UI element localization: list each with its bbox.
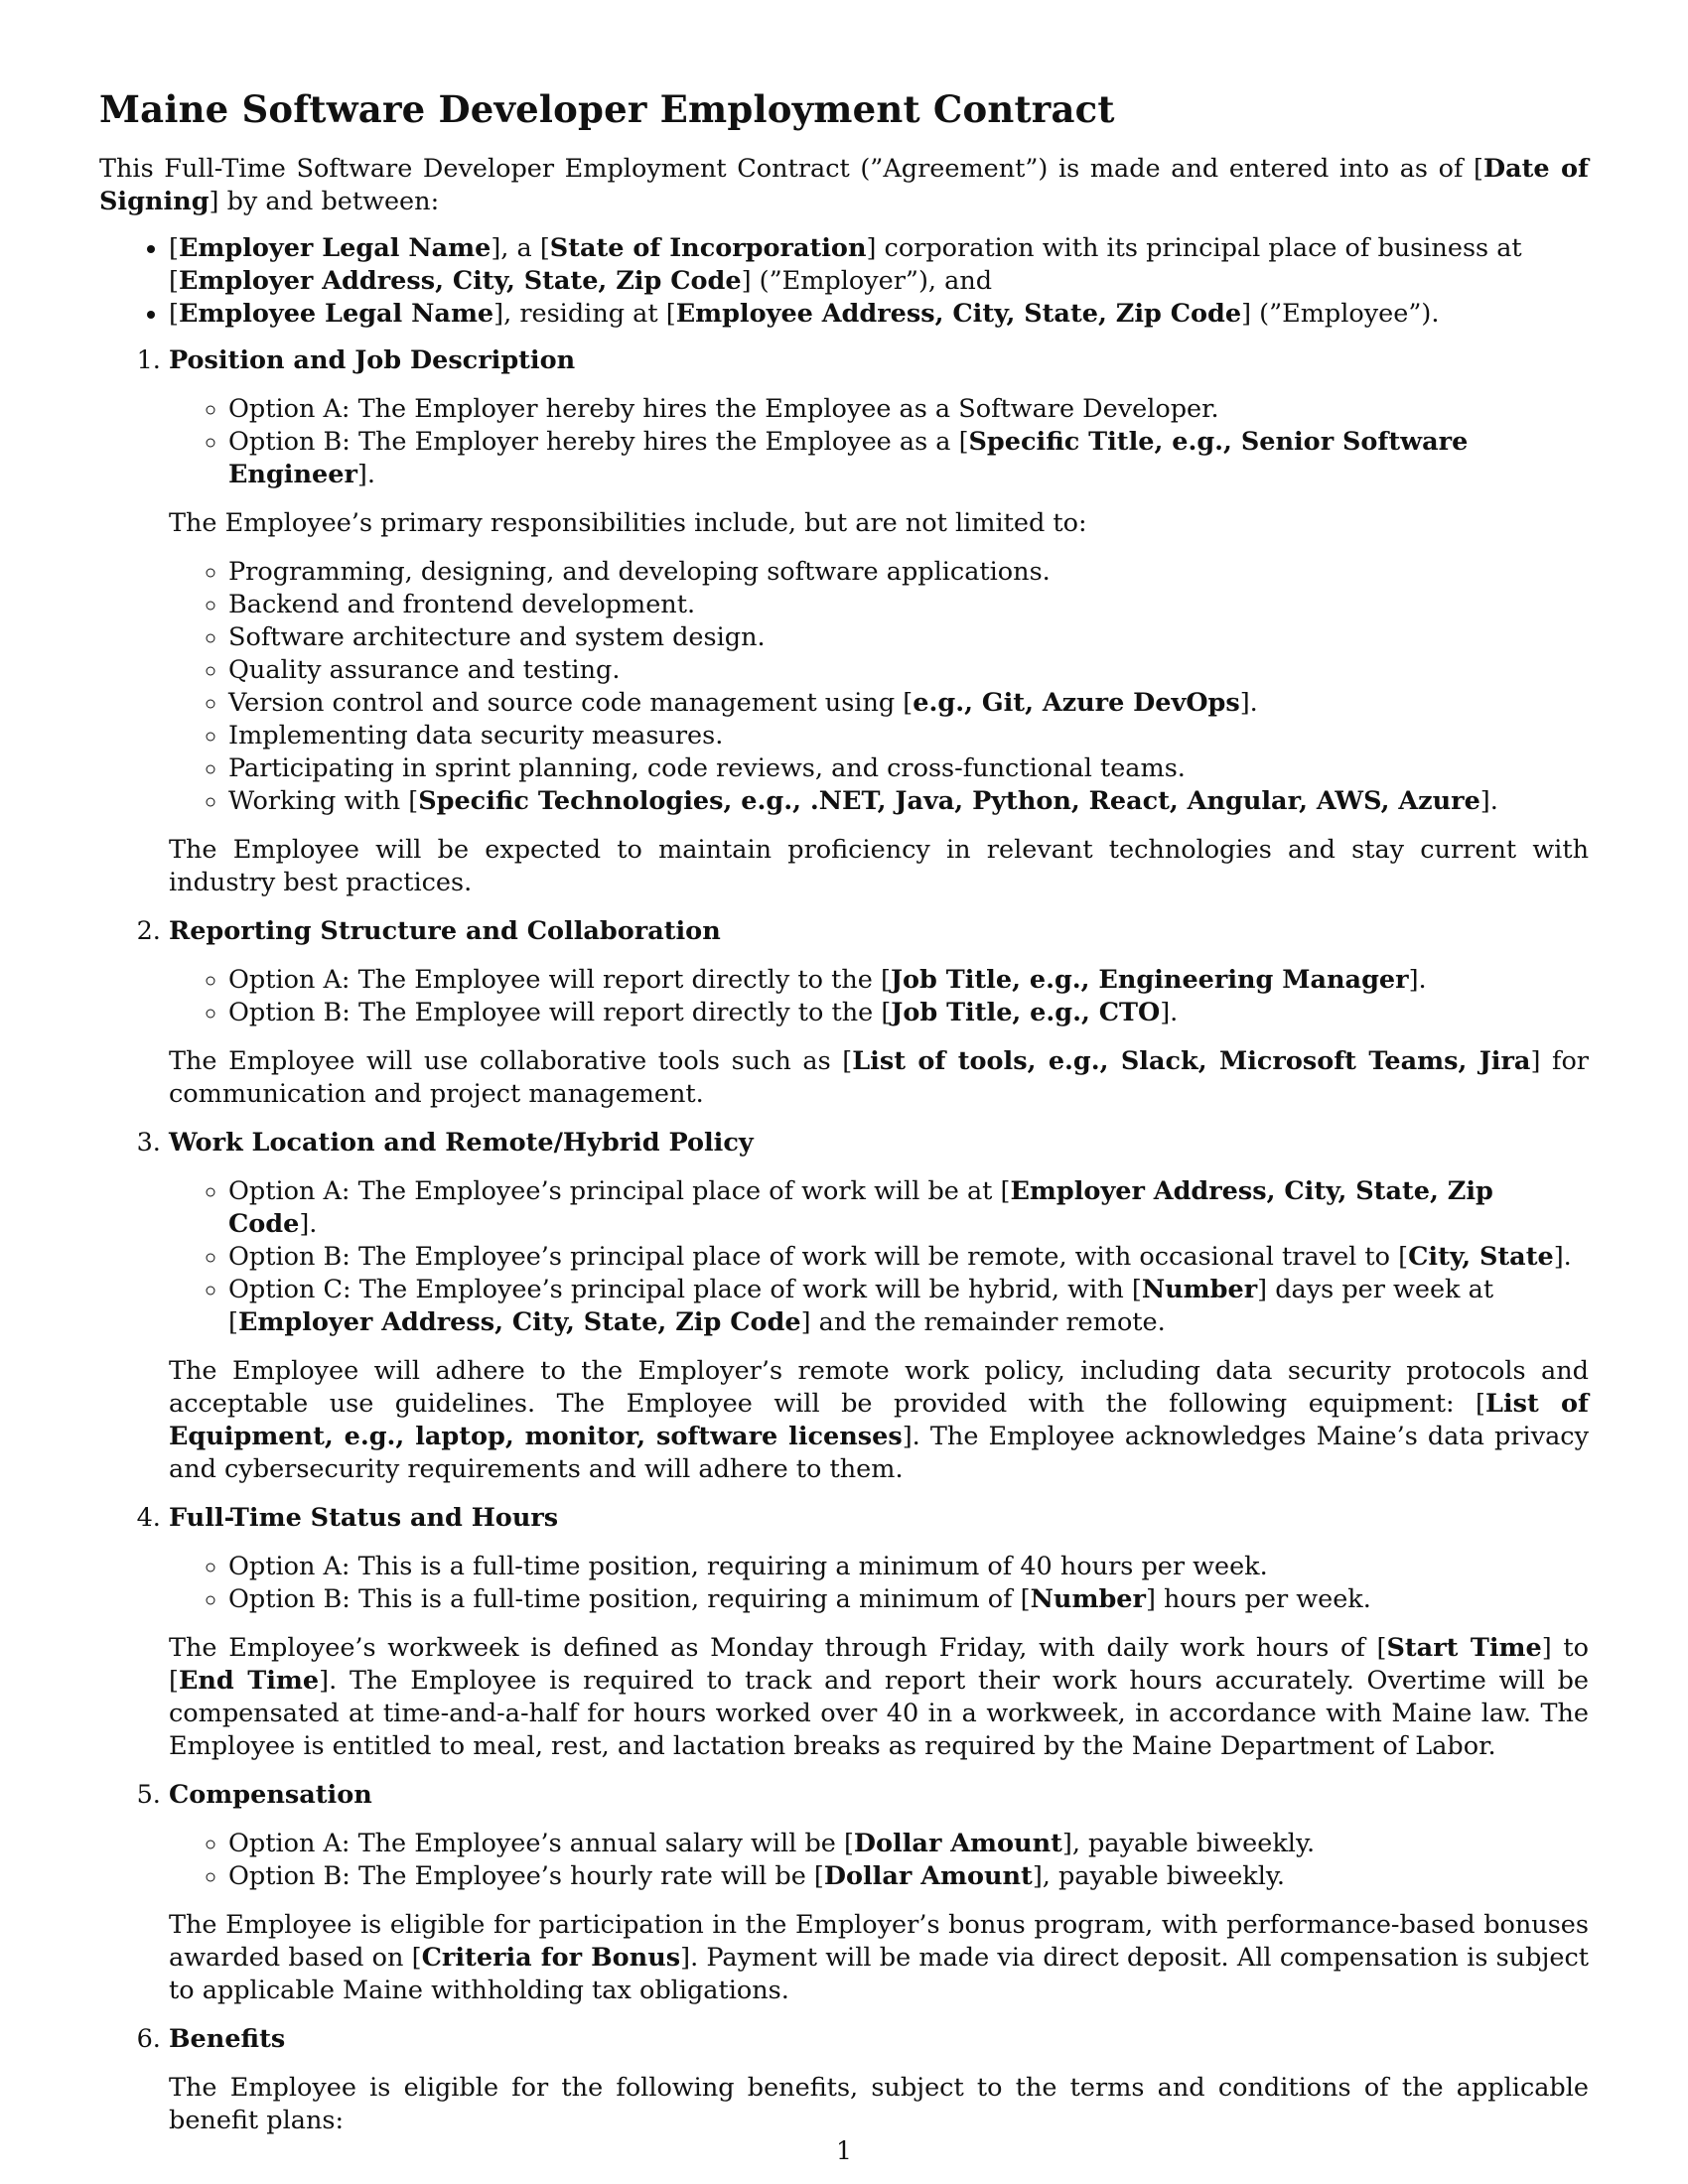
text: Version control and source code management using [ — [228, 688, 914, 718]
paragraph — [169, 1045, 1589, 1111]
placeholder: List of Equipment, e.g., laptop, monitor, software licenses — [169, 1389, 1590, 1451]
options-list — [169, 393, 1589, 491]
placeholder: Job Title, e.g., CTO — [891, 998, 1161, 1027]
placeholder: Number — [1141, 1275, 1258, 1304]
state-placeholder: State of Incorporation — [549, 233, 867, 263]
text: Option A: The Employee’s annual salary will be [ — [228, 1829, 854, 1858]
text: ]. Payment will be made via direct deposit. All compensation is subject to applicable Maine withholding tax obligations. — [169, 1943, 1590, 2005]
text: ] (”Employee”). — [1241, 299, 1440, 329]
document-page — [99, 85, 1589, 2153]
date-of-signing-placeholder: Date of Signing — [99, 154, 1589, 216]
text: Option A: The Employee’s principal place of work will be at [ — [228, 1176, 1011, 1206]
section-compensation — [169, 1779, 1589, 2007]
parties-list — [99, 232, 1589, 331]
text: ]. — [1160, 998, 1179, 1027]
option-item — [228, 997, 1589, 1029]
placeholder: Dollar Amount — [853, 1829, 1062, 1858]
option-item — [228, 1274, 1589, 1339]
intro-text: ] by and between: — [209, 187, 440, 216]
option-item: ◦ Option A: The Employer hereby hires the Employee as a Software Developer. — [228, 393, 1589, 426]
text: Option C: The Employee’s principal place of work will be hybrid, with [ — [228, 1275, 1142, 1304]
text: ], a [ — [491, 233, 550, 263]
section-heading: 3. Work Location and Remote/Hybrid Policy — [169, 1128, 754, 1158]
text: The Employee is eligible for participation in the Employer’s bonus program, with performance-based bonuses awarded based on [ — [169, 1910, 1589, 1973]
text: ]. The Employee is required to track and report their work hours accurately. Overtime will be compensated at time-and-a-half for hours worked over 40 in a workweek, in accordance with Maine law. The Employee is entitled to meal, rest, and lactation breaks as required by the Maine Department of Labor. — [169, 1666, 1590, 1761]
text: [ — [169, 299, 179, 329]
page-number: 1 — [836, 2136, 852, 2165]
placeholder: List of tools, e.g., Slack, Microsoft Teams, Jira — [852, 1046, 1531, 1076]
party-employee — [169, 298, 1589, 331]
text: ]. — [1408, 965, 1427, 995]
text: The Employee will adhere to the Employer’s remote work policy, including data security protocols and acceptable use guidelines. The Employee will be provided with the following equipment: [ — [169, 1356, 1589, 1419]
employee-address-placeholder: Employee Address, City, State, Zip Code — [675, 299, 1242, 329]
option-item — [228, 964, 1589, 997]
text: ]. — [356, 460, 375, 489]
placeholder: e.g., Git, Azure DevOps — [913, 688, 1240, 718]
employee-name-placeholder: Employee Legal Name — [178, 299, 494, 329]
option-item — [228, 1175, 1589, 1241]
text: Working with [ — [228, 786, 419, 816]
page-title: Maine Software Developer Employment Contract — [99, 87, 1115, 131]
placeholder: Start Time — [1386, 1633, 1542, 1663]
option-item — [228, 1860, 1589, 1893]
list-item: ◦ Backend and frontend development. — [228, 589, 1589, 621]
options-list — [169, 964, 1589, 1029]
section-benefits — [169, 2023, 1589, 2137]
option-item — [228, 426, 1589, 491]
responsibilities-list — [169, 556, 1589, 818]
text: ] to [ — [169, 1633, 1589, 1696]
options-list — [169, 1551, 1589, 1616]
paragraph: The Employee will be expected to maintain proficiency in relevant technologies and stay current with industry best practices. — [169, 835, 1589, 897]
list-item — [228, 687, 1589, 720]
placeholder: Dollar Amount — [823, 1861, 1033, 1891]
option-item: ◦ Option A: This is a full-time position, requiring a minimum of 40 hours per week. — [228, 1551, 1589, 1583]
text: ] hours per week. — [1145, 1584, 1371, 1614]
text: Option B: The Employer hereby hires the Employee as a [ — [228, 427, 969, 457]
intro-text: This Full-Time Software Developer Employment Contract (”Agreement”) is made and entered into as of [ — [99, 154, 1483, 184]
placeholder: City, State — [1408, 1242, 1554, 1272]
employer-name-placeholder: Employer Legal Name — [178, 233, 492, 263]
text: ]. — [299, 1209, 318, 1239]
text: ]. The Employee acknowledges Maine’s data privacy and cybersecurity requirements and will adhere to them. — [169, 1422, 1589, 1484]
list-item: ◦ Participating in sprint planning, code reviews, and cross-functional teams. — [228, 752, 1589, 785]
text: Option B: The Employee will report directly to the [ — [228, 998, 892, 1027]
options-list — [169, 1828, 1589, 1893]
option-item — [228, 1241, 1589, 1274]
paragraph: The Employee’s primary responsibilities include, but are not limited to: — [169, 508, 1087, 538]
text: ] days per week at [ — [228, 1275, 1494, 1337]
text: ] and the remainder remote. — [800, 1307, 1166, 1337]
paragraph — [169, 1632, 1589, 1763]
options-list — [169, 1175, 1589, 1339]
text: [ — [169, 233, 179, 263]
section-heading: 1. Position and Job Description — [169, 345, 576, 375]
text: The Employee’s workweek is defined as Monday through Friday, with daily work hours of [ — [169, 1633, 1387, 1663]
text: ] (”Employer”), and — [741, 266, 993, 296]
placeholder: End Time — [178, 1666, 320, 1696]
text: Option A: The Employee will report directly to the [ — [228, 965, 891, 995]
text: Option B: This is a full-time position, requiring a minimum of [ — [228, 1584, 1031, 1614]
list-item: ◦ Software architecture and system design. — [228, 621, 1589, 654]
list-item — [228, 785, 1589, 818]
text: ], payable biweekly. — [1032, 1861, 1286, 1891]
text: ], residing at [ — [493, 299, 676, 329]
text: Option B: The Employee’s hourly rate will be [ — [228, 1861, 824, 1891]
list-item: ◦ Programming, designing, and developing software applications. — [228, 556, 1589, 589]
text: Option B: The Employee’s principal place of work will be remote, with occasional travel to [ — [228, 1242, 1409, 1272]
text: The Employee will use collaborative tools such as [ — [169, 1046, 853, 1076]
placeholder: Specific Title, e.g., Senior Software Engineer — [228, 427, 1469, 489]
paragraph: The Employee is eligible for the following benefits, subject to the terms and conditions of the applicable benefit plans: — [169, 2073, 1589, 2135]
party-employer — [169, 232, 1589, 298]
option-item — [228, 1828, 1589, 1860]
section-work-location — [169, 1127, 1589, 1486]
intro-paragraph — [99, 153, 1589, 218]
text: ] for communication and project management. — [169, 1046, 1589, 1109]
section-heading: 6. Benefits — [169, 2024, 286, 2054]
list-item: ◦ Quality assurance and testing. — [228, 654, 1589, 687]
employer-address-placeholder: Employer Address, City, State, Zip Code — [178, 266, 742, 296]
section-reporting — [169, 915, 1589, 1111]
paragraph — [169, 1355, 1589, 1486]
section-heading: 5. Compensation — [169, 1780, 372, 1810]
text: ], payable biweekly. — [1061, 1829, 1316, 1858]
placeholder: Number — [1030, 1584, 1146, 1614]
section-heading: 2. Reporting Structure and Collaboration — [169, 916, 721, 946]
section-heading: 4. Full-Time Status and Hours — [169, 1503, 559, 1533]
text: ]. — [1553, 1242, 1572, 1272]
placeholder: Job Title, e.g., Engineering Manager — [890, 965, 1409, 995]
text: ]. — [1479, 786, 1498, 816]
placeholder: Criteria for Bonus — [421, 1943, 681, 1973]
option-item — [228, 1583, 1589, 1616]
placeholder: Employer Address, City, State, Zip Code — [228, 1176, 1493, 1239]
section-position — [169, 344, 1589, 899]
placeholder: Specific Technologies, e.g., .NET, Java, Python, React, Angular, AWS, Azure — [418, 786, 1480, 816]
placeholder: Employer Address, City, State, Zip Code — [237, 1307, 801, 1337]
text: ]. — [1239, 688, 1258, 718]
paragraph — [169, 1909, 1589, 2007]
sections-list — [99, 344, 1589, 2137]
list-item: ◦ Implementing data security measures. — [228, 720, 1589, 752]
text: ] corporation with its principal place of business at [ — [169, 233, 1522, 296]
section-hours — [169, 1502, 1589, 1763]
